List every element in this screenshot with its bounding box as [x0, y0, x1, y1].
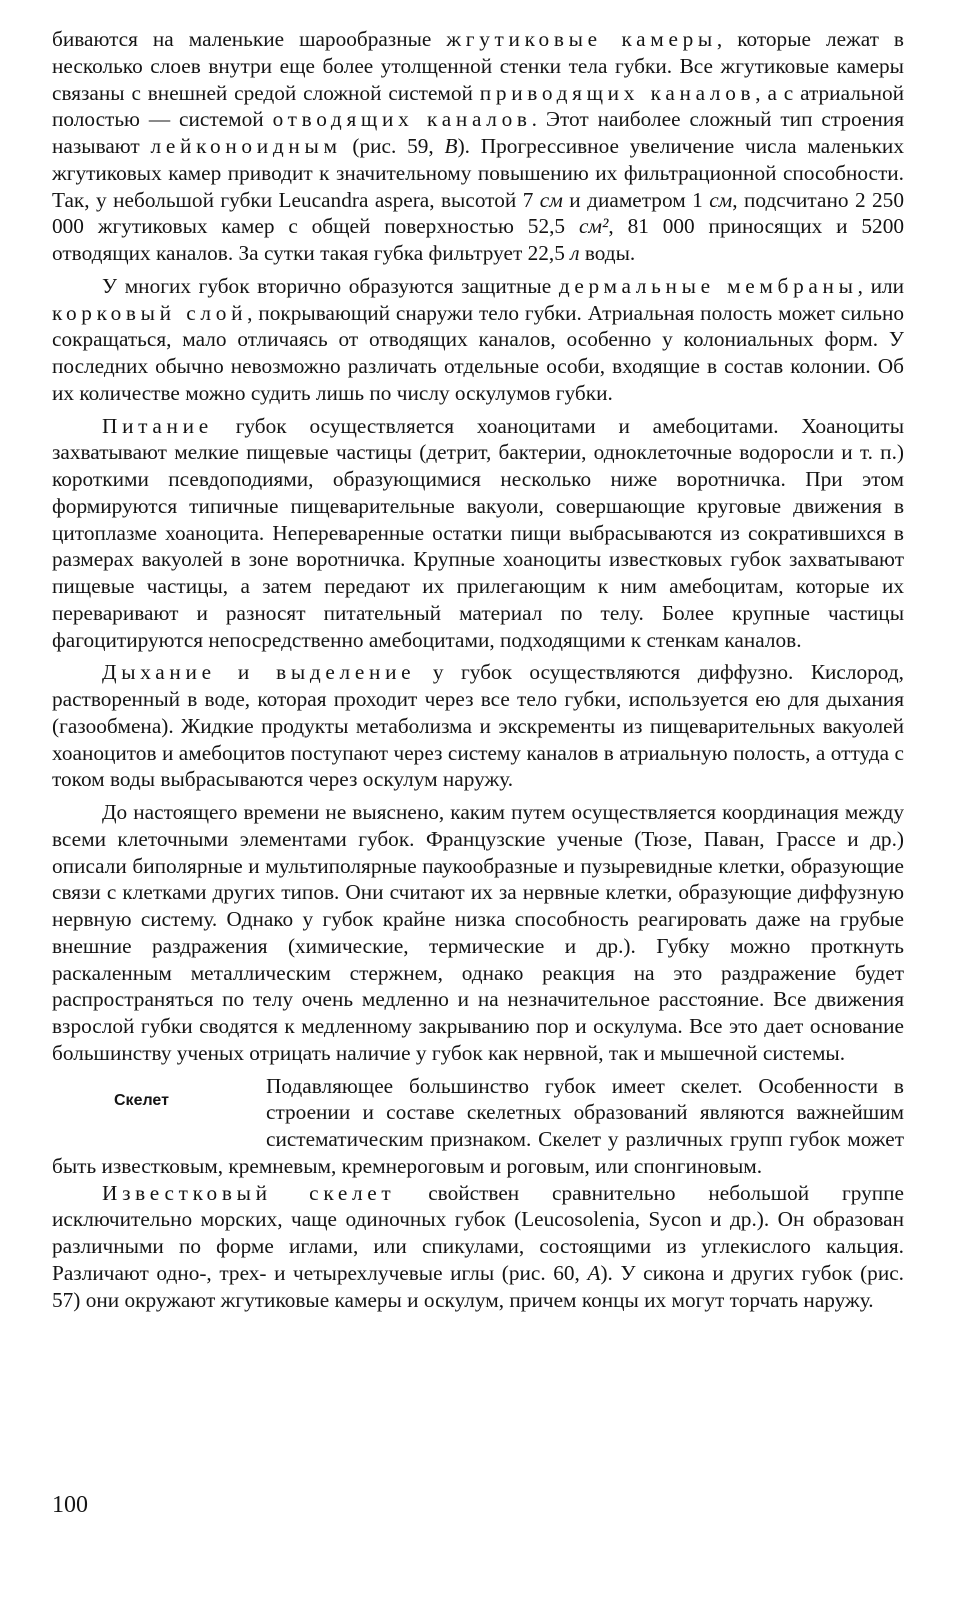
- paragraph-p3: [52, 413, 904, 654]
- text-run: До настоящего времени не выяснено, каким путем осуществляется координация между всеми клеточными элементами губок. Французские ученые (Тюзе, Паван, Грассе и др.) описали биполярные и мультиполярные паукообразные и пузыревидные клетки, образующие связи с клетками других типов. Они считают их за нервные клетки, образующие диффузную нервную систему. Однако у губок крайне низка способность реагировать даже на грубые внешние раздражения (химические, термические и др.). Губку можно проткнуть раскаленным металлическим стержнем, однако реакция на это раздражение будет распространяться по телу очень медленно и на незначительное расстояние. Все движения взрослой губки сводятся к медленному закрыванию пор и оскулума. Все это дает основание большинству ученых отрицать наличие у губок как нервной, так и мышечной системы.: [52, 800, 904, 1065]
- spaced-term: лейконоидным: [150, 134, 342, 158]
- text-run: , 81 000 приносящих и 5200 отводящих каналов. За сутки такая губка фильтрует 22,5: [52, 214, 905, 265]
- paragraph-p5: [52, 799, 904, 1067]
- section-skeleton: [52, 1073, 904, 1180]
- text-run: у губок осуществляются диффузно. Кислород, растворенный в воде, которая проходит через все тело губки, используется ею для дыхания (газообмена). Жидкие продукты метаболизма и экскременты из пищеварительных вакуолей хоаноцитов и амебоцитов поступают через систему каналов в атриальную полость, а оттуда с током воды выбрасываются через оскулум наружу.: [52, 660, 904, 792]
- italic-text: см: [709, 187, 733, 212]
- spaced-term: Питание: [102, 413, 213, 438]
- italic-text: см²: [578, 214, 609, 239]
- spaced-term: отводящих каналов: [272, 107, 532, 132]
- page-number: 100: [52, 1492, 88, 1518]
- text-run: , или: [857, 273, 904, 298]
- text-run: , а с атриальной полостью — системой: [52, 80, 905, 132]
- italic-text: А: [587, 1260, 601, 1285]
- text-flow: [52, 26, 904, 1313]
- text-run: , которые лежат в несколько слоев внутри еще более утолщенной стенки тела губки. Все жгутиковые камеры связаны с внешней средой сложной системой: [52, 27, 904, 105]
- paragraph-p1: [52, 26, 904, 267]
- spaced-term: корковый слой: [52, 300, 248, 325]
- paragraph-p4: [52, 659, 904, 793]
- italic-text: В: [444, 134, 458, 158]
- text-run: и диаметром 1: [562, 187, 710, 212]
- text-run: свойствен сравнительно небольшой группе исключительно морских, чаще одиночных губок (Leucosolenia, Sycon и др.). Он образован различными по форме иглами, или спикулами, состоящими из углекислого кальция. Различают одно-, трех- и четырехлучевые иглы (рис. 60,: [52, 1180, 904, 1285]
- text-run: воды.: [579, 241, 636, 265]
- spaced-term: приводящих каналов: [479, 80, 756, 105]
- text-run: ). У сикона и других губок (рис. 57) они окружают жгутиковые камеры и оскулум, причем концы их могут торчать наружу.: [52, 1260, 904, 1312]
- text-run: , подсчитано 2 250 000 жгутиковых камер с общей поверхностью 52,5: [52, 187, 904, 239]
- text-run: . Этот наиболее сложный тип строения называют: [52, 107, 904, 158]
- paragraph-p7: [52, 1180, 904, 1314]
- spaced-term: Дыхание и выделение: [102, 660, 416, 685]
- text-run: губок осуществляется хоаноцитами и амебоцитами. Хоаноциты захватывают мелкие пищевые частицы (детрит, бактерии, одноклеточные водоросли и т. п.) короткими псевдоподиями, образующимися несколько ниже воротничка. При этом формируются типичные пищеварительные вакуоли, совершающие круговые движения в цитоплазме хоаноцита. Непереваренные остатки пищи выбрасываются из сократившихся в размерах вакуолей в зоне воротничка. Крупные хоаноциты известковых губок захватывают пищевые частицы, а затем передают их прилегающим к ним амебоцитам, которые их переваривают и разносят питательный материал по телу. Более крупные частицы фагоцитируются непосредственно амебоцитами, подходящими к стенкам каналов.: [52, 413, 904, 652]
- text-run: ). Прогрессивное увеличение числа маленьких жгутиковых камер приводит к значительному повышению их фильтрационной способности. Так, у небольшой губки Leucandra aspera, высотой 7: [52, 134, 904, 212]
- spaced-term: жгутиковые камеры: [446, 27, 717, 51]
- text-run: биваются на маленькие шарообразные: [52, 27, 447, 51]
- italic-text: л: [570, 241, 580, 265]
- text-run: У многих губок вторично образуются защитные: [102, 273, 559, 298]
- spaced-term: дермальные мембраны: [558, 273, 858, 298]
- paragraph-p2: [52, 273, 904, 407]
- text-run: Подавляющее большинство губок имеет скелет. Особенности в строении и составе скелетных образований являются важнейшим систематическим признаком. Скелет у различных групп губок может быть известковым, кремневым, кремнероговым и роговым, или спонгиновым.: [52, 1073, 904, 1178]
- spaced-term: Известковый скелет: [102, 1180, 396, 1205]
- text-run: , покрывающий снаружи тело губки. Атриальная полость может сильно сокращаться, мало отличаясь от отводящих каналов, особенно у колониальных форм. У последних обычно невозможно различать отдельные особи, входящие в состав колонии. Об их количестве можно судить лишь по числу оскулумов губки.: [52, 300, 905, 405]
- text-run: (рис. 59,: [341, 134, 445, 158]
- italic-text: см: [539, 187, 563, 212]
- section-side-heading: Скелет: [114, 1091, 169, 1109]
